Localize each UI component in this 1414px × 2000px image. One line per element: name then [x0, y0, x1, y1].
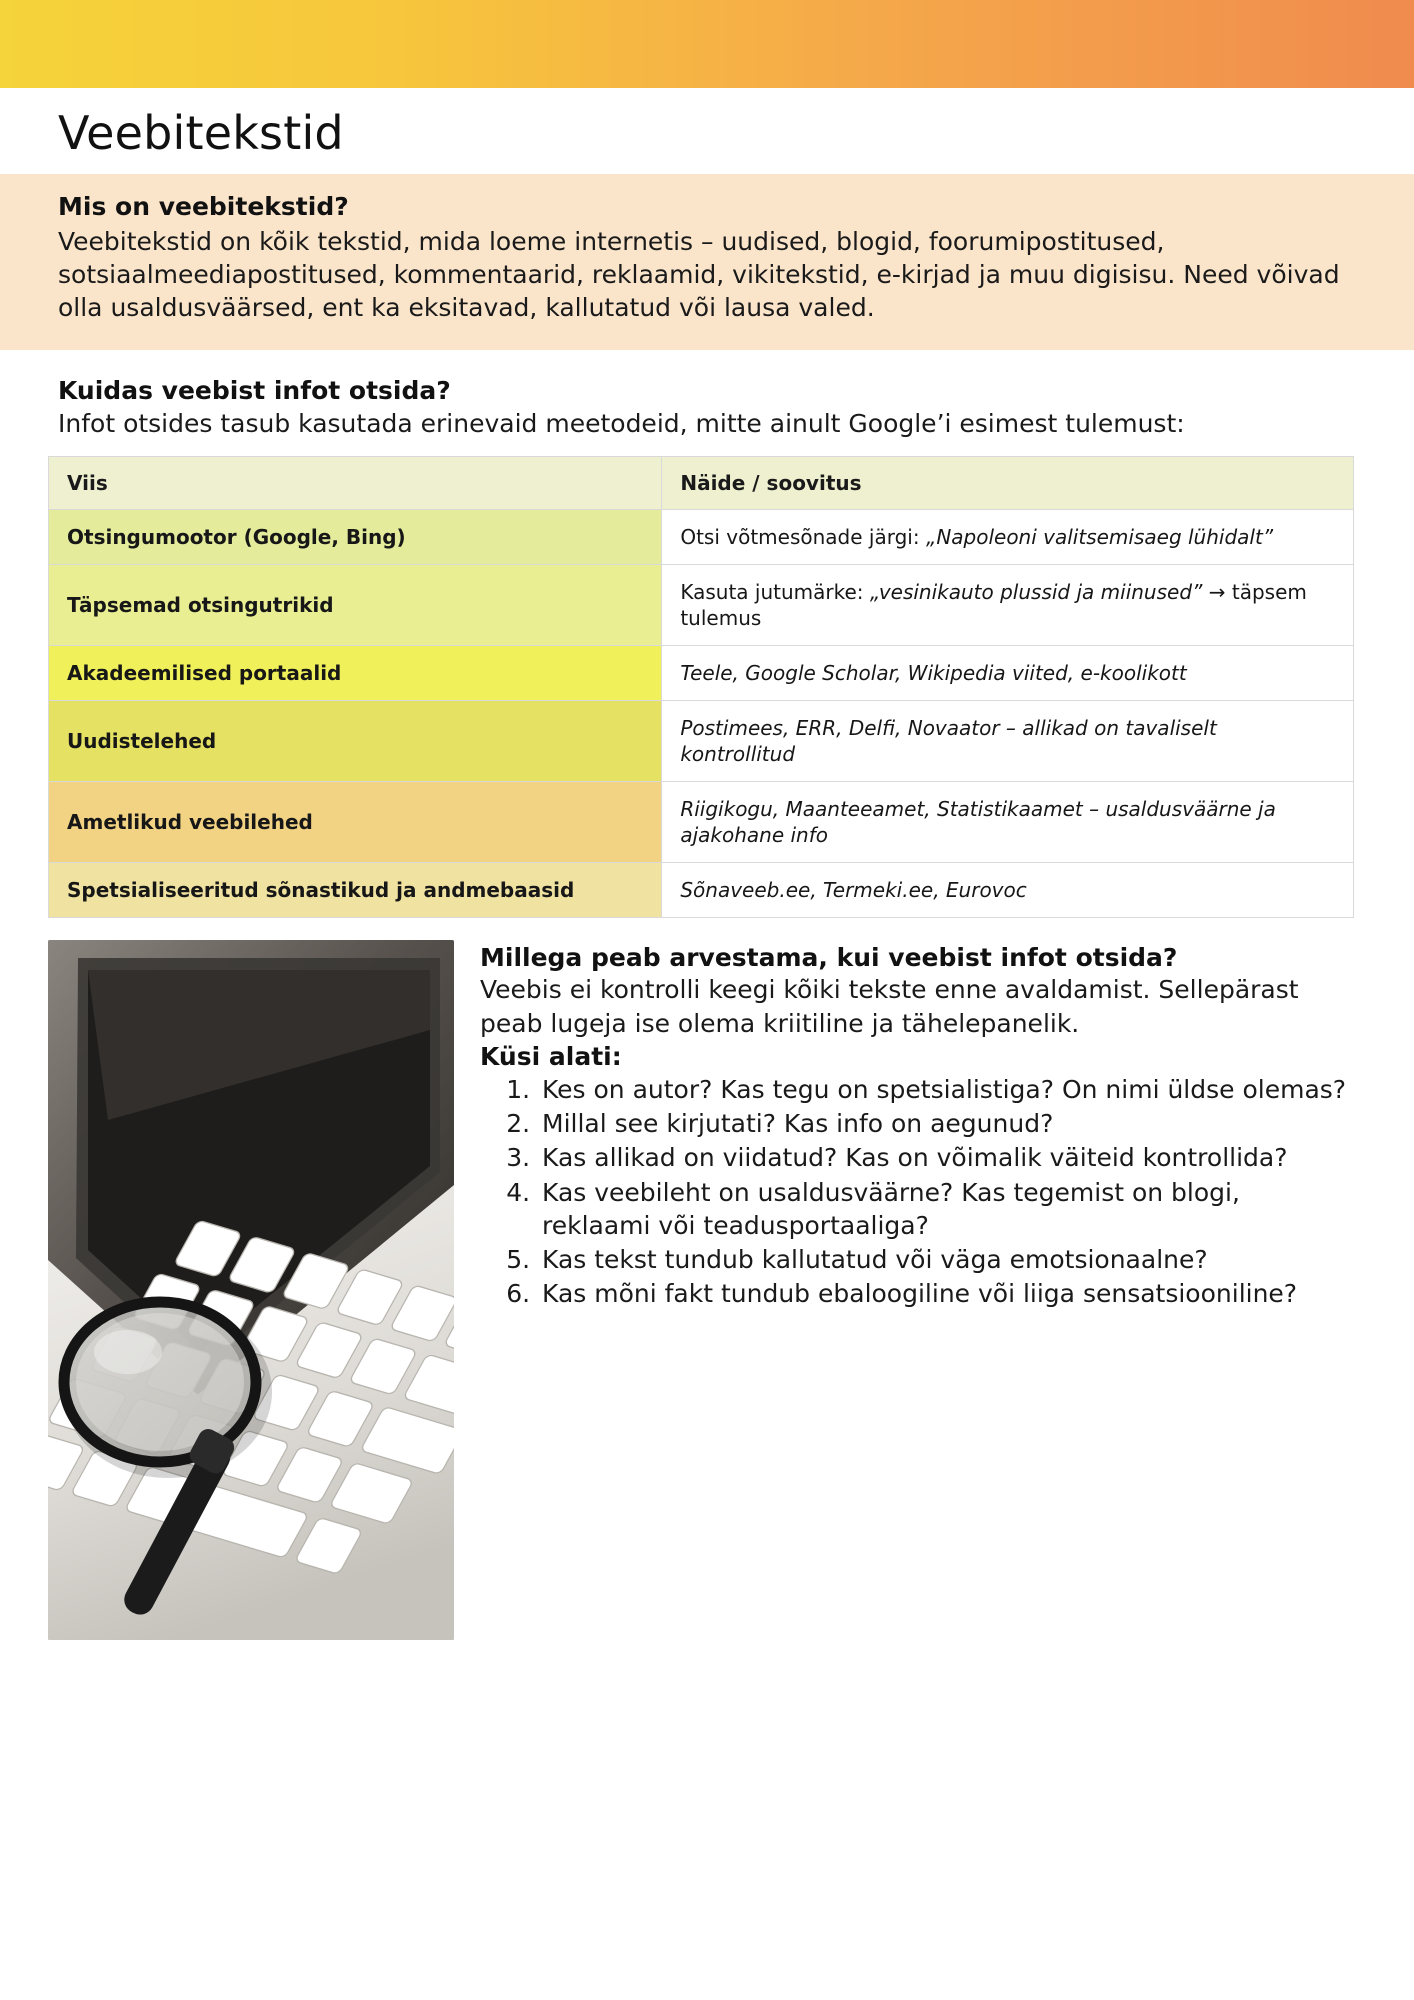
search-section	[0, 350, 1414, 440]
table-cell-example: Otsi võtmesõnade järgi: „Napoleoni valitsemisaeg lühidalt”	[662, 510, 1354, 565]
table-header-row	[49, 457, 1354, 510]
table-header-method: Viis	[49, 457, 662, 510]
list-item: 3. Kas allikad on viidatud? Kas on võimalik väiteid kontrollida?	[538, 1141, 1354, 1174]
table-row	[49, 863, 1354, 918]
methods-table	[48, 456, 1354, 918]
list-item: 6. Kas mõni fakt tundub ebaloogiline või liiga sensatsiooniline?	[538, 1277, 1354, 1310]
table-cell-method: Ametlikud veebilehed	[49, 782, 662, 863]
list-item: 1. Kes on autor? Kas tegu on spetsialistiga? On nimi üldse olemas?	[538, 1073, 1354, 1106]
intro-heading: Mis on veebitekstid?	[58, 192, 349, 221]
table-cell-method: Uudistelehed	[49, 701, 662, 782]
table-header-example: Näide / soovitus	[662, 457, 1354, 510]
questions-list	[480, 1073, 1354, 1311]
list-item: 4. Kas veebileht on usaldusväärne? Kas tegemist on blogi, reklaami või teadusportaaliga?	[538, 1176, 1354, 1243]
table-row	[49, 510, 1354, 565]
table-cell-example: Postimees, ERR, Delfi, Novaator – allikad on tavaliselt kontrollitud	[662, 701, 1354, 782]
table-row	[49, 646, 1354, 701]
table-cell-example: Kasuta jutumärke: „vesinikauto plussid ja miinused” → täpsem tulemus	[662, 565, 1354, 646]
considerations-body: Veebis ei kontrolli keegi kõiki tekste enne avaldamist. Sellepärast peab lugeja ise olema kriitiline ja tähelepanelik.	[480, 975, 1299, 1038]
intro-body: Veebitekstid on kõik tekstid, mida loeme internetis – uudised, blogid, foorumipostitused, sotsiaalmeediapostitused, kommentaarid, reklaamid, vikitekstid, e-kirjad ja muu digisisu. Need võivad olla usaldusväärsed, ent ka eksitavad, kallutatud või lausa valed.	[58, 227, 1340, 322]
table-cell-method: Otsingumootor (Google, Bing)	[49, 510, 662, 565]
search-section-body: Infot otsides tasub kasutada erinevaid meetodeid, mitte ainult Google’i esimest tulemust:	[58, 409, 1185, 438]
header-gradient-band	[0, 0, 1414, 88]
list-item: 2. Millal see kirjutati? Kas info on aegunud?	[538, 1107, 1354, 1140]
bottom-section	[0, 918, 1414, 1680]
table-row	[49, 782, 1354, 863]
considerations-subheading: Küsi alati:	[480, 1041, 622, 1071]
table-cell-method: Akadeemilised portaalid	[49, 646, 662, 701]
list-item: 5. Kas tekst tundub kallutatud või väga emotsionaalne?	[538, 1243, 1354, 1276]
table-row	[49, 565, 1354, 646]
table-cell-example: Sõnaveeb.ee, Termeki.ee, Eurovoc	[662, 863, 1354, 918]
page-title: Veebitekstid	[58, 106, 344, 160]
intro-section	[0, 174, 1414, 350]
table-row	[49, 701, 1354, 782]
considerations-section	[480, 940, 1354, 1312]
considerations-heading: Millega peab arvestama, kui veebist infot otsida?	[480, 943, 1178, 972]
table-cell-example: Riigikogu, Maanteeamet, Statistikaamet – usaldusväärne ja ajakohane info	[662, 782, 1354, 863]
table-cell-method: Täpsemad otsingutrikid	[49, 565, 662, 646]
search-section-heading: Kuidas veebist infot otsida?	[58, 376, 451, 405]
methods-table-wrapper	[0, 440, 1414, 918]
table-cell-example: Teele, Google Scholar, Wikipedia viited, e-koolikott	[662, 646, 1354, 701]
keyboard-magnifier-photo	[48, 940, 454, 1640]
table-cell-method: Spetsialiseeritud sõnastikud ja andmebaasid	[49, 863, 662, 918]
